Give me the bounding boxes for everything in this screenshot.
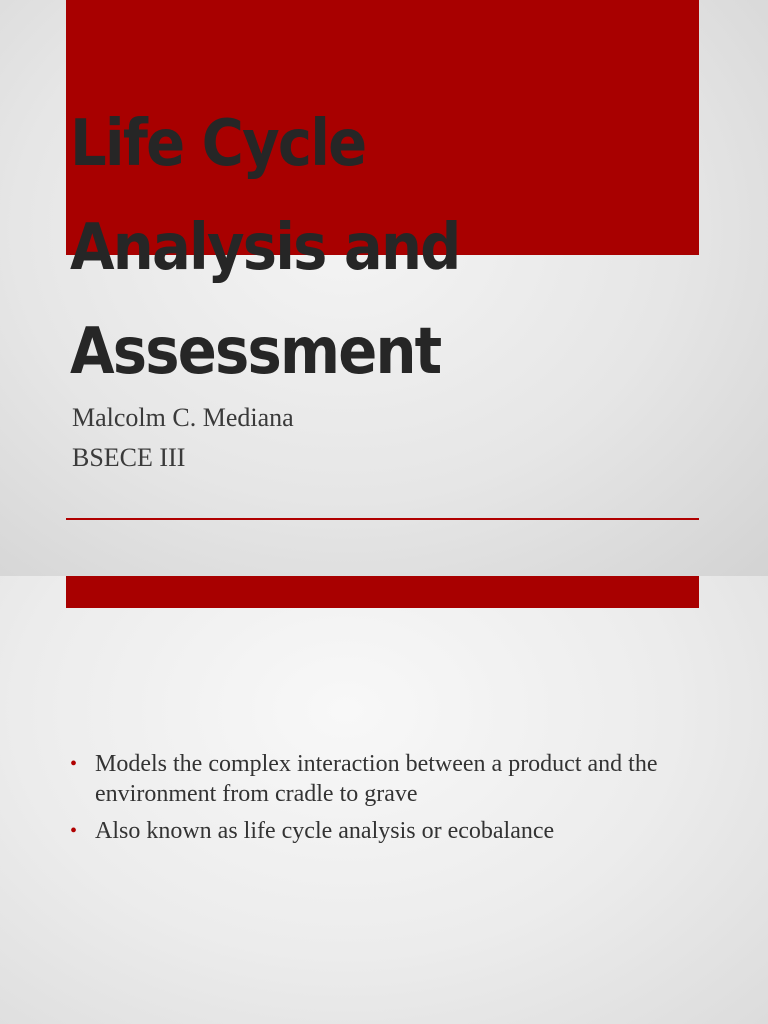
slide-title (70, 92, 460, 404)
bullet-icon: • (70, 820, 78, 842)
subtitle (72, 398, 294, 478)
title-line: Life Cycle (70, 107, 366, 181)
author-name: Malcolm C. Mediana (72, 403, 294, 432)
bullet-icon: • (70, 753, 78, 775)
bullet-text: Models the complex interaction between a product and the environment from cradle to grave (95, 751, 658, 807)
bullet-item (70, 816, 690, 846)
bullet-item (70, 749, 690, 809)
program-name: BSECE III (72, 443, 186, 472)
divider-line (66, 518, 699, 520)
title-line: Analysis and (70, 211, 460, 285)
header-red-band (66, 576, 699, 608)
bullet-list (70, 749, 690, 853)
content-slide (0, 576, 768, 1024)
bullet-text: Also known as life cycle analysis or ecobalance (95, 818, 555, 844)
title-line: Assessment (70, 315, 441, 389)
